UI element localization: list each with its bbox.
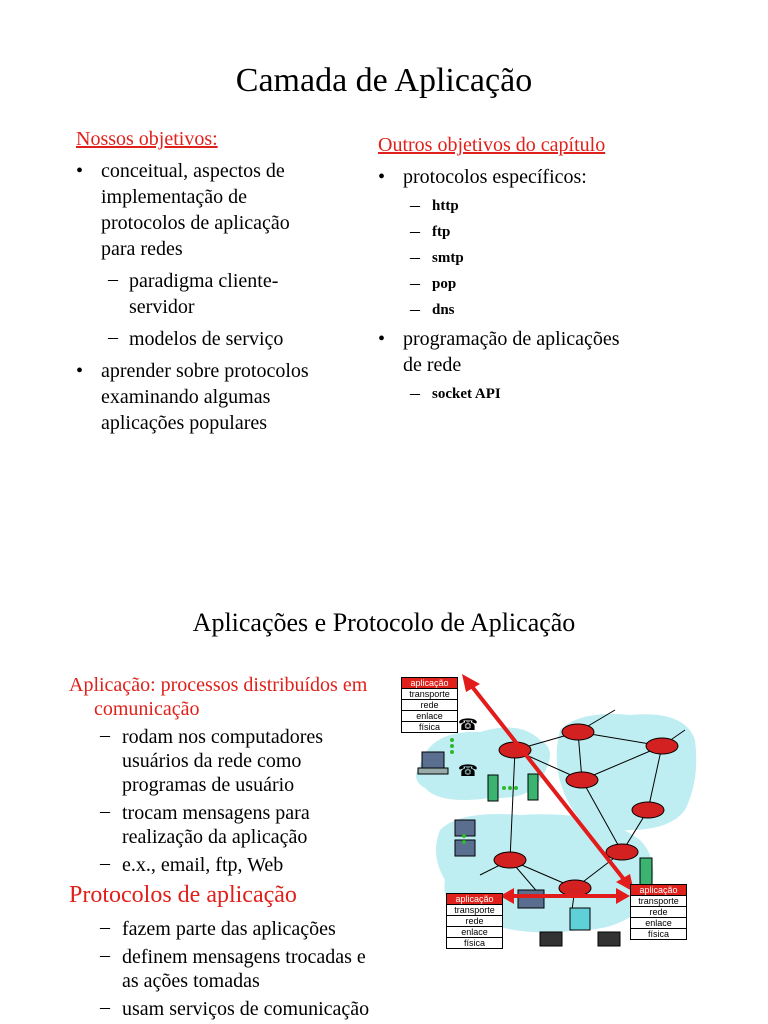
layer-physical: física (402, 721, 457, 732)
heading-app: Aplicação: processos distribuídos em (69, 674, 368, 696)
router-icon (559, 880, 591, 896)
router-icon (646, 738, 678, 754)
layer-link: enlace (402, 710, 457, 721)
left-item-2b: examinando algumas (101, 386, 271, 408)
router-icon (494, 852, 526, 868)
dash: – (100, 724, 110, 746)
layer-app: aplicação (631, 885, 686, 895)
layer-app: aplicação (402, 678, 457, 688)
left-heading: Nossos objetivos: (76, 128, 218, 150)
laptop-icon (598, 932, 620, 946)
layer-network: rede (631, 906, 686, 917)
left-item-1c: protocolos de aplicação (101, 212, 290, 234)
dash: – (100, 944, 110, 966)
item-usam: usam serviços de comunicação (122, 998, 370, 1020)
router-icon (566, 772, 598, 788)
proto-http: http (432, 198, 459, 214)
layer-network: rede (402, 699, 457, 710)
dash: – (410, 382, 420, 404)
protocol-stack-top (401, 677, 458, 733)
dash: – (410, 220, 420, 242)
computer-icon (422, 752, 444, 768)
layer-transport: transporte (631, 895, 686, 906)
proto-dns: dns (432, 302, 455, 318)
item-trocam: trocam mensagens para (122, 802, 310, 824)
router-icon (562, 724, 594, 740)
layer-transport: transporte (402, 688, 457, 699)
heading-protocols: Protocolos de aplicação (69, 882, 297, 908)
dash: – (100, 800, 110, 822)
item-trocam-b: realização da aplicação (122, 826, 308, 848)
layer-physical: física (631, 928, 686, 939)
dash: – (410, 272, 420, 294)
phone-icon: ☎ (458, 715, 478, 734)
layer-network: rede (447, 915, 502, 926)
bullet: • (378, 166, 386, 188)
router-icon (632, 802, 664, 818)
dash: – (108, 268, 118, 290)
wireless-device-icon (570, 908, 590, 930)
dash: – (100, 852, 110, 874)
proto-pop: pop (432, 276, 457, 292)
proto-smtp: smtp (432, 250, 464, 266)
right-item-2b: de rede (403, 354, 462, 376)
dash: – (410, 194, 420, 216)
dash: – (108, 326, 118, 348)
bullet: • (76, 360, 84, 382)
right-item-1: protocolos específicos: (403, 166, 587, 188)
left-sub-2: modelos de serviço (129, 328, 284, 350)
dash: – (100, 916, 110, 938)
server-icon (528, 774, 538, 800)
dash: – (410, 246, 420, 268)
heading-app-b: comunicação (94, 698, 200, 720)
layer-physical: física (447, 937, 502, 948)
item-ex: e.x., email, ftp, Web (122, 854, 284, 876)
slide1-title: Camada de Aplicação (235, 62, 533, 99)
laptop-icon (540, 932, 562, 946)
left-sub-1b: servidor (129, 296, 195, 318)
layer-app: aplicação (447, 894, 502, 904)
protocol-stack-right (630, 884, 687, 940)
item-rodam: rodam nos computadores (122, 726, 324, 748)
item-definem: definem mensagens trocadas e (122, 946, 366, 968)
item-rodam-c: programas de usuário (122, 774, 295, 796)
left-sub-1: paradigma cliente- (129, 270, 279, 292)
proto-socket: socket API (432, 386, 501, 402)
item-definem-b: as ações tomadas (122, 970, 260, 992)
right-heading: Outros objetivos do capítulo (378, 134, 606, 156)
bullet: • (378, 328, 386, 350)
left-item-1b: implementação de (101, 186, 248, 208)
left-item-1d: para redes (101, 238, 183, 260)
server-icon (640, 858, 652, 886)
server-icon (488, 775, 498, 801)
left-item-1: conceitual, aspectos de (101, 160, 285, 182)
protocol-stack-left (446, 893, 503, 949)
bullet: • (76, 160, 84, 182)
left-item-2c: aplicações populares (101, 412, 268, 434)
item-rodam-b: usuários da rede como (122, 750, 302, 772)
slide2-title: Aplicações e Protocolo de Aplicação (192, 608, 576, 637)
computer-icon (455, 820, 475, 836)
right-item-2: programação de aplicações (403, 328, 620, 350)
layer-link: enlace (447, 926, 502, 937)
phone-icon: ☎ (458, 761, 478, 780)
proto-ftp: ftp (432, 224, 451, 240)
router-icon (606, 844, 638, 860)
layer-transport: transporte (447, 904, 502, 915)
computer-icon (518, 890, 544, 908)
item-fazem: fazem parte das aplicações (122, 918, 336, 940)
dash: – (100, 996, 110, 1018)
left-item-2: aprender sobre protocolos (101, 360, 309, 382)
dash: – (410, 298, 420, 320)
layer-link: enlace (631, 917, 686, 928)
